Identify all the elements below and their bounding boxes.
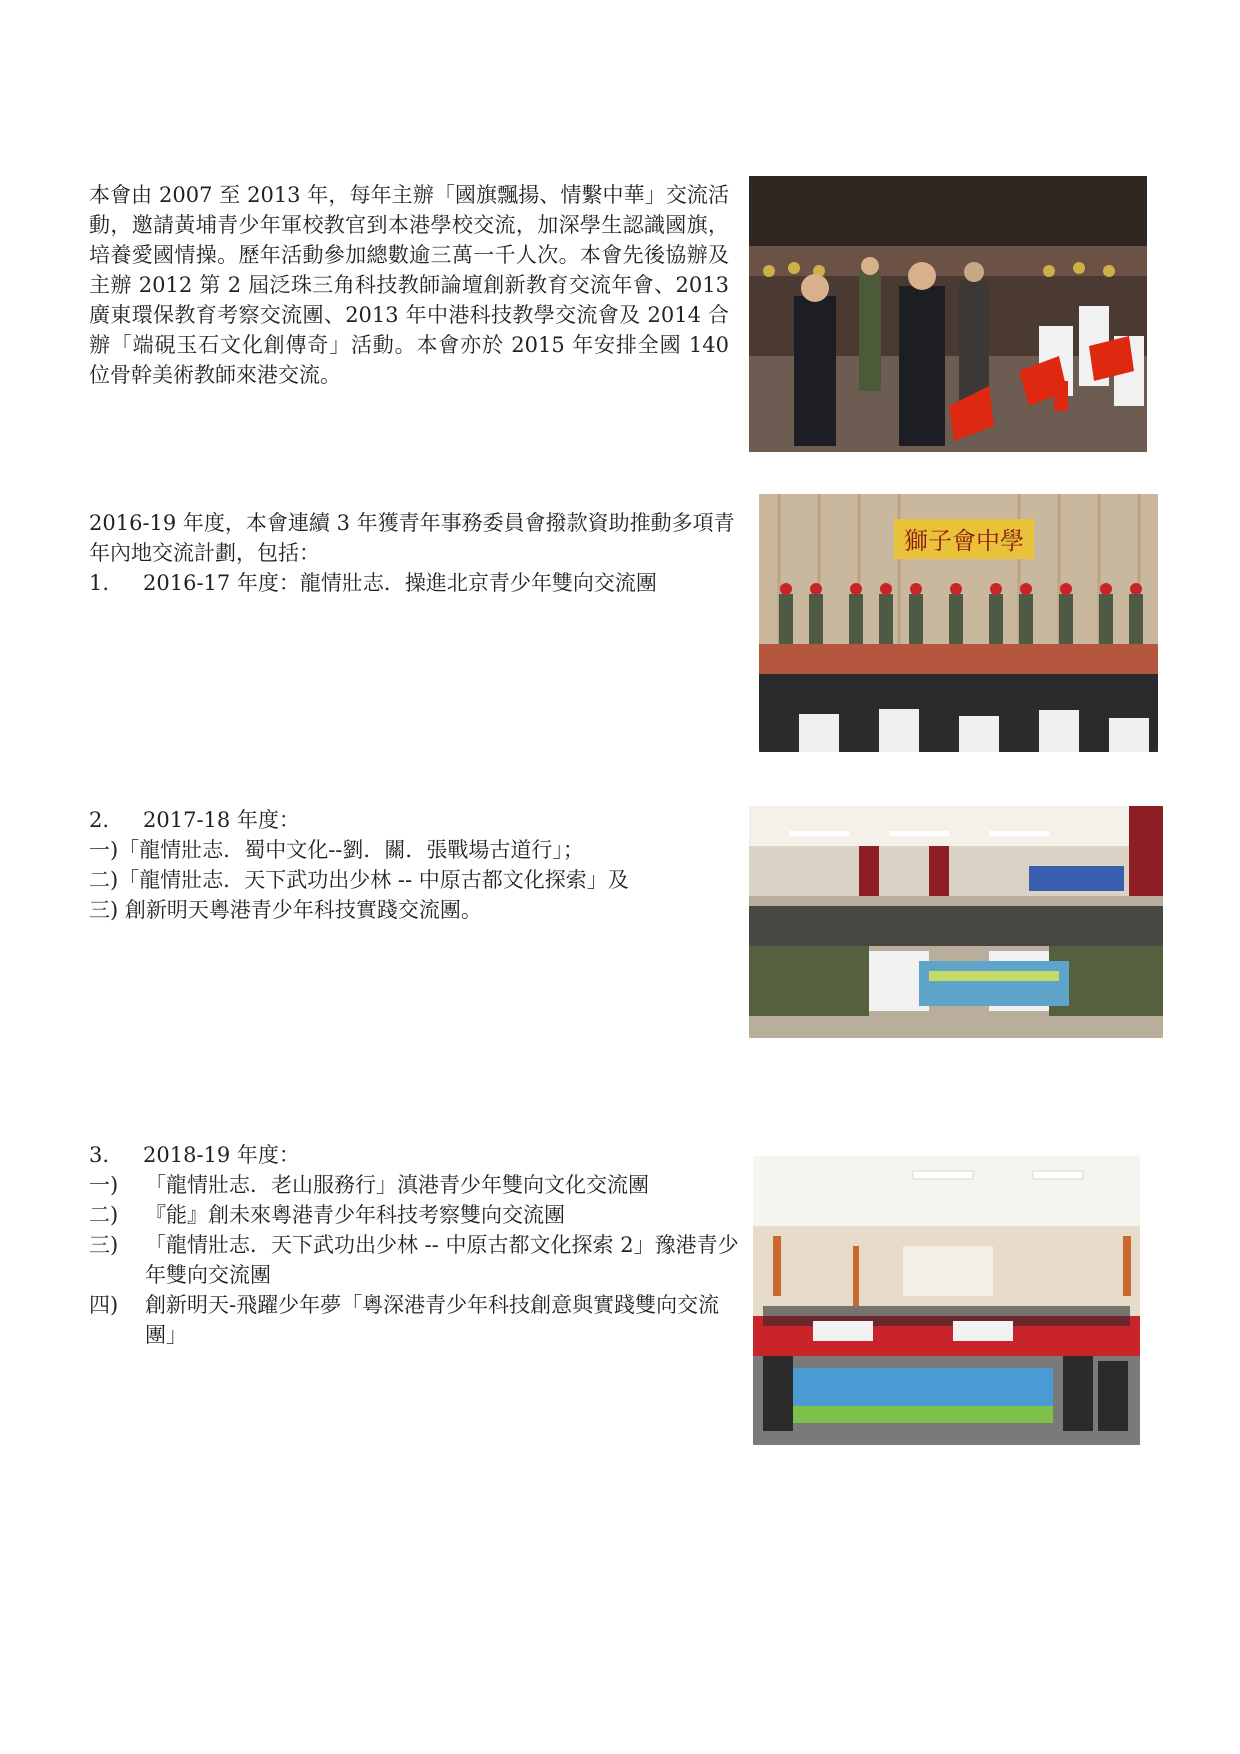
- item-number: 2.: [89, 808, 110, 832]
- stage-banner-text: 獅子會中學: [904, 527, 1024, 555]
- sub-item-marker: 二): [89, 1203, 119, 1227]
- section-2017-18: [89, 805, 729, 925]
- sub-item-marker: 三): [89, 1233, 119, 1257]
- list-item-2018-19: [89, 1140, 739, 1170]
- sub-item-1: 一)「龍情壯志．蜀中文化--劉．關．張戰場古道行」；: [89, 838, 584, 862]
- section-flag-exchange: [89, 180, 729, 390]
- list-item-2017-18: [89, 805, 729, 835]
- sub-item-3: [89, 1230, 739, 1290]
- item-text: 2016-17 年度：龍情壯志．操進北京青少年雙向交流團: [143, 571, 657, 595]
- intro-paragraph: 2016-19 年度，本會連續 3 年獲青年事務委員會撥款資助推動多項青年內地交流計劃，包括：: [89, 511, 735, 565]
- sub-item-text: 「龍情壯志．老山服務行」滇港青少年雙向文化交流團: [145, 1173, 649, 1197]
- section-youth-exchange-intro: [89, 508, 739, 598]
- item-number: 3.: [89, 1143, 110, 1167]
- sub-item-text: 『能』創未來粵港青少年科技考察雙向交流團: [145, 1203, 565, 1227]
- sub-item-2: [89, 1200, 739, 1230]
- flag-exchange-paragraph: 本會由 2007 至 2013 年，每年主辦「國旗飄揚、情繫中華」交流活動，邀請黃埔青少年軍校教官到本港學校交流，加深學生認識國旗，培養愛國情操。歷年活動參加總數逾三萬一千人次。本會先後協辦及主辦 2012 第 2 屆泛珠三角科技教師論壇創新教育交流年會、2013 廣東環保教育考察交流團、2013 年中港科技教學交流會及 2014 合辦「端硯玉石文化創傳奇」活動。本會亦於 2015 年安排全國 140 位骨幹美術教師來港交流。: [89, 183, 729, 387]
- section-2018-19: [89, 1140, 739, 1350]
- sub-item-marker: 四): [89, 1293, 119, 1317]
- sub-item-text: 創新明天-飛躍少年夢「粵深港青少年科技創意與實踐雙向交流團」: [145, 1293, 720, 1347]
- photo-group-auditorium-2018: [753, 1156, 1140, 1445]
- item-text: 2018-19 年度：: [143, 1143, 300, 1167]
- photo-flag-ceremony: [749, 176, 1147, 452]
- sub-item-marker: 一): [89, 1173, 119, 1197]
- item-number: 1.: [89, 571, 110, 595]
- sub-item-2: 二)「龍情壯志．天下武功出少林 -- 中原古都文化探索」及: [89, 868, 629, 892]
- sub-item-3: 三) 創新明天粵港青少年科技實踐交流團。: [89, 898, 482, 922]
- item-text: 2017-18 年度：: [143, 808, 300, 832]
- photo-group-hall-2017: [749, 806, 1163, 1038]
- sub-item-4: [89, 1290, 739, 1350]
- list-item-2016-17: [89, 568, 739, 598]
- sub-item-1: [89, 1170, 739, 1200]
- photo-stage-performance: [759, 494, 1158, 752]
- sub-item-text: 「龍情壯志．天下武功出少林 -- 中原古都文化探索 2」豫港青少年雙向交流團: [145, 1233, 739, 1287]
